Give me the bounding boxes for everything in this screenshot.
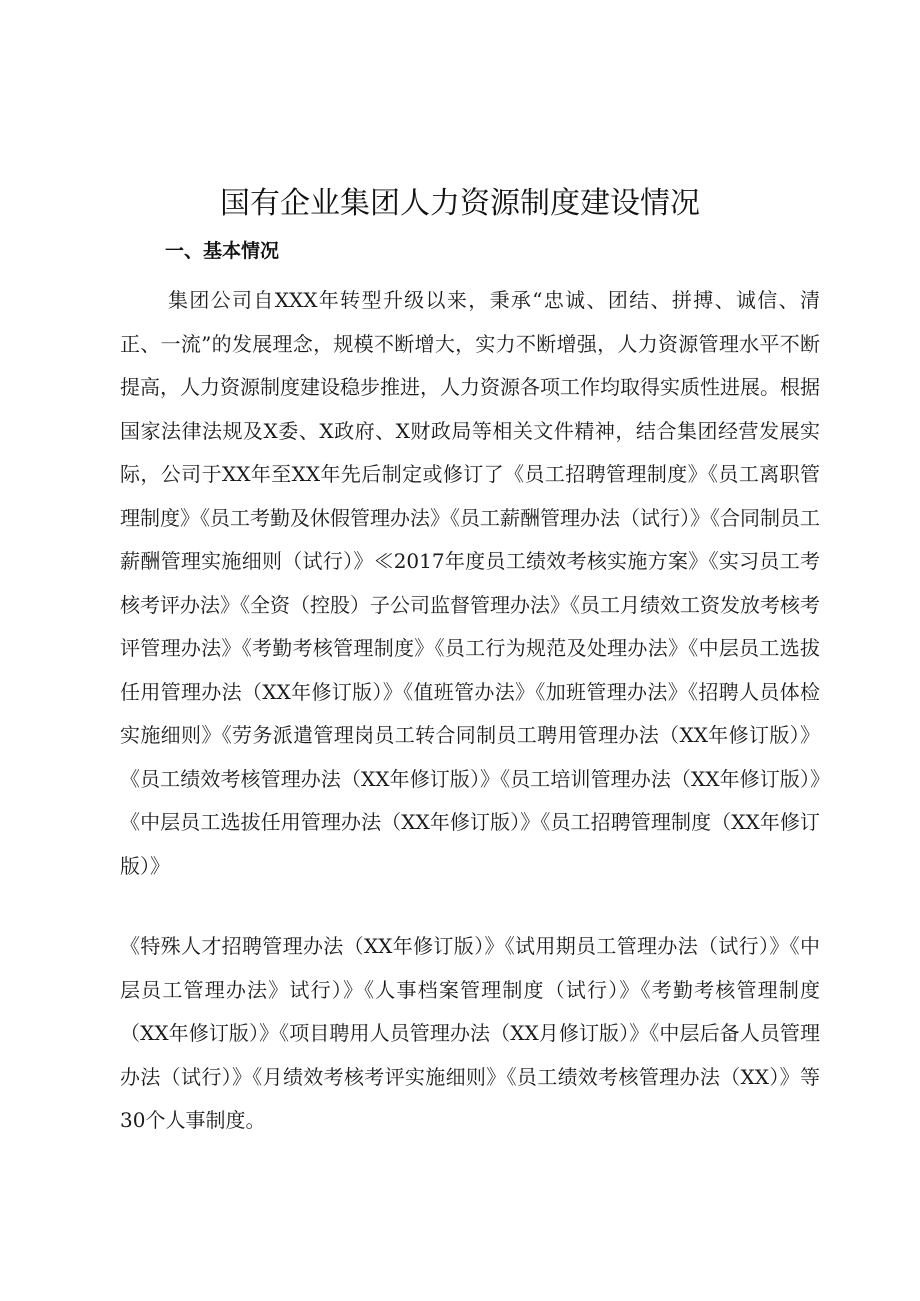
body-paragraph: 集团公司自XXX年转型升级以来，秉承“忠诚、团结、拼搏、诚信、清正、一流”的发展理念，规模不断增大，实力不断增强，人力资源管理水平不断提高，人力资源制度建设稳步推进，人力资源各项工作均取得实质性进展。根据国家法律法规及X委、X政府、X财政局等相关文件精神，结合集团经营发展实际，公司于XX年至XX年先后制定或修订了《员工招聘管理制度》《员工离职管理制度》《员工考勤及休假管理办法》《员工薪酬管理办法（试行）》《合同制员工薪酬管理实施细则（试行）》≪2017年度员工绩效考核实施方案》《实习员工考核考评办法》《全资（控股）子公司监督管理办法》《员工月绩效工资发放考核考评管理办法》《考勤考核管理制度》《员工行为规范及处理办法》《中层员工选拔任用管理办法（XX年修订版）》《值班管办法》《加班管理办法》《招聘人员体检实施细则》《劳务派遣管理岗员工转合同制员工聘用管理办法（XX年修订版）》《员工绩效考核管理办法（XX年修订版）》《员工培训管理办法（XX年修订版）》《中层员工选拔任用管理办法（XX年修订版）》《员工招聘管理制度（XX年修订版）》 <box>120 288 820 878</box>
body-paragraph: 《特殊人才招聘管理办法（XX年修订版）》《试用期员工管理办法（试行）》《中层员工管理办法》试行）》《人事档案管理制度（试行）》《考勤考核管理制度（XX年修订版）》《项目聘用人员管理办法（XX月修订版）》《中层后备人员管理办法（试行）》《月绩效考核考评实施细则》《员工绩效考核管理办法（XX）》等30个人事制度。 <box>120 934 820 1132</box>
section-heading: 一、基本情况 <box>165 240 280 262</box>
document-title: 国有企业集团人力资源制度建设情况 <box>220 186 700 221</box>
